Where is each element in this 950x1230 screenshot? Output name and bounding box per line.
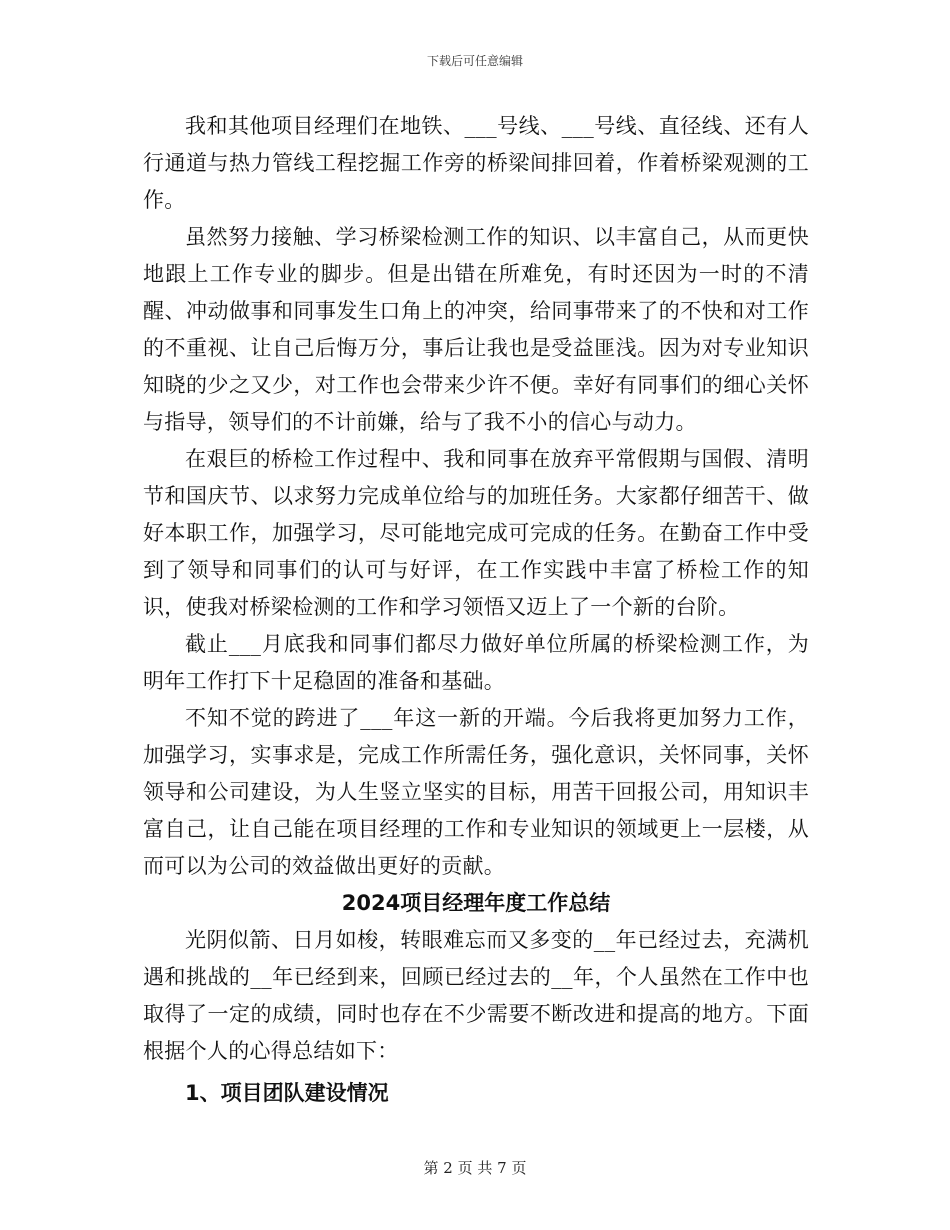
paragraph: 不知不觉的跨进了___年这一新的开端。今后我将更加努力工作，加强学习，实事求是，完成工作所需任务，强化意识，关怀同事，关怀领导和公司建设，为人生竖立坚实的目标，用苦干回报公司，用知识丰富自己，让自己能在项目经理的工作和专业知识的领域更上一层楼，从而可以为公司的效益做出更好的贡献。 — [143, 706, 809, 878]
document-body — [143, 108, 809, 1116]
paragraph: 光阴似箭、日月如梭，转眼难忘而又多变的__年已经过去，充满机遇和挑战的__年已经到来，回顾已经过去的__年，个人虽然在工作中也取得了一定的成绩，同时也存在不少需要不断改进和提高的地方。下面根据个人的心得总结如下： — [143, 928, 809, 1063]
paragraph: 虽然努力接触、学习桥梁检测工作的知识、以丰富自己，从而更快地跟上工作专业的脚步。但是出错在所难免，有时还因为一时的不清醒、冲动做事和同事发生口角上的冲突，给同事带来了的不快和对工作的不重视、让自己后悔万分，事后让我也是受益匪浅。因为对专业知识知晓的少之又少，对工作也会带来少许不便。幸好有同事们的细心关怀与指导，领导们的不计前嫌，给与了我不小的信心与动力。 — [143, 225, 809, 434]
paragraph: 在艰巨的桥检工作过程中、我和同事在放弃平常假期与国假、清明节和国庆节、以求努力完成单位给与的加班任务。大家都仔细苦干、做好本职工作，加强学习，尽可能地完成可完成的任务。在勤奋工作中受到了领导和同事们的认可与好评，在工作实践中丰富了桥检工作的知识，使我对桥梁检测的工作和学习领悟又迈上了一个新的台阶。 — [143, 447, 809, 619]
subheading: 1、项目团队建设情况 — [185, 1081, 389, 1105]
section-title: 2024项目经理年度工作总结 — [341, 891, 611, 915]
paragraph: 我和其他项目经理们在地铁、___号线、___号线、直径线、还有人行通道与热力管线工程挖掘工作旁的桥梁间排回着，作着桥梁观测的工作。 — [143, 114, 809, 212]
page-header: 下载后可任意编辑 — [426, 54, 523, 68]
page-footer: 第 2 页 共 7 页 — [423, 1159, 527, 1177]
paragraph: 截止___月底我和同事们都尽力做好单位所属的桥梁检测工作，为明年工作打下十足稳固的准备和基础。 — [143, 632, 809, 693]
